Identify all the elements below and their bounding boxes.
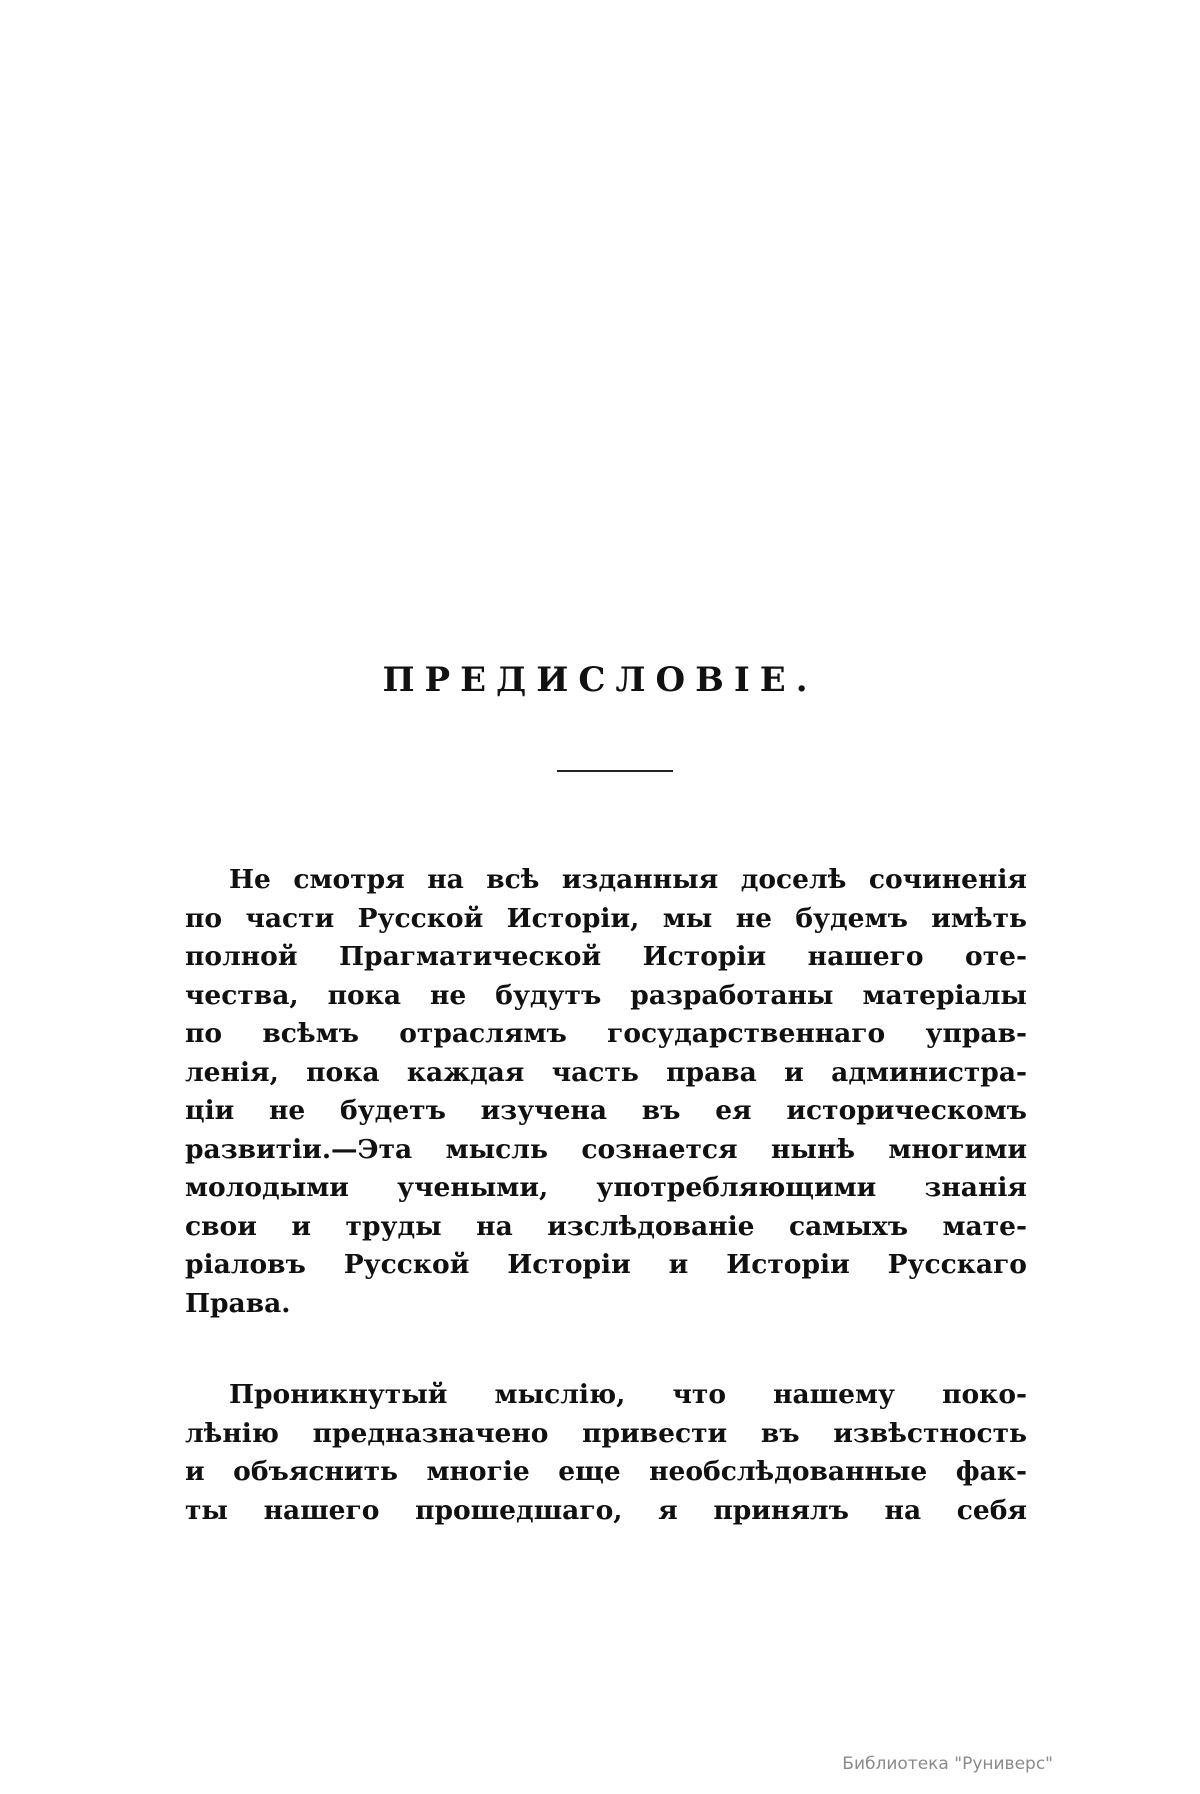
text-line: по всѣмъ отраслямъ государственнаго управ- — [185, 1018, 1027, 1049]
text-line: ленія, пока каждая часть права и администра- — [185, 1056, 1027, 1088]
text-line: ріаловъ Русской Исторіи и Исторіи Русскаго — [185, 1249, 1027, 1280]
text-line: полной Прагматической Исторіи нашего оте- — [185, 941, 1027, 972]
page-title: ПРЕДИСЛОВІЕ. — [382, 660, 818, 700]
text-line: развитіи.—Эта мысль сознается нынѣ многими — [185, 1133, 1027, 1165]
text-line: Проникнутый мыслію, что нашему поко- — [229, 1379, 1027, 1410]
text-line: лѣнію предназначено привести въ извѣстность — [185, 1417, 1027, 1449]
text-line: чества, пока не будутъ разработаны матеріалы — [185, 979, 1027, 1011]
library-watermark: Библиотека "Руниверс" — [842, 1754, 1053, 1774]
title-divider — [557, 770, 673, 772]
text-line: по части Русской Исторіи, мы не будемъ имѣть — [185, 902, 1027, 934]
text-line: ціи не будетъ изучена въ ея историческомъ — [185, 1095, 1027, 1126]
paragraph-2 — [185, 1376, 1027, 1530]
paragraph-1 — [185, 861, 1027, 1323]
text-line: свои и труды на изслѣдованіе самыхъ мате- — [185, 1210, 1027, 1242]
text-line: Права. — [185, 1287, 291, 1319]
text-line: Не смотря на всѣ изданныя доселѣ сочиненія — [229, 864, 1027, 895]
text-line: и объяснить многіе еще необслѣдованные фак- — [185, 1456, 1027, 1487]
text-line: ты нашего прошедшаго, я принялъ на себя — [185, 1494, 1027, 1526]
text-line: молодыми учеными, употребляющими знанія — [185, 1172, 1027, 1203]
